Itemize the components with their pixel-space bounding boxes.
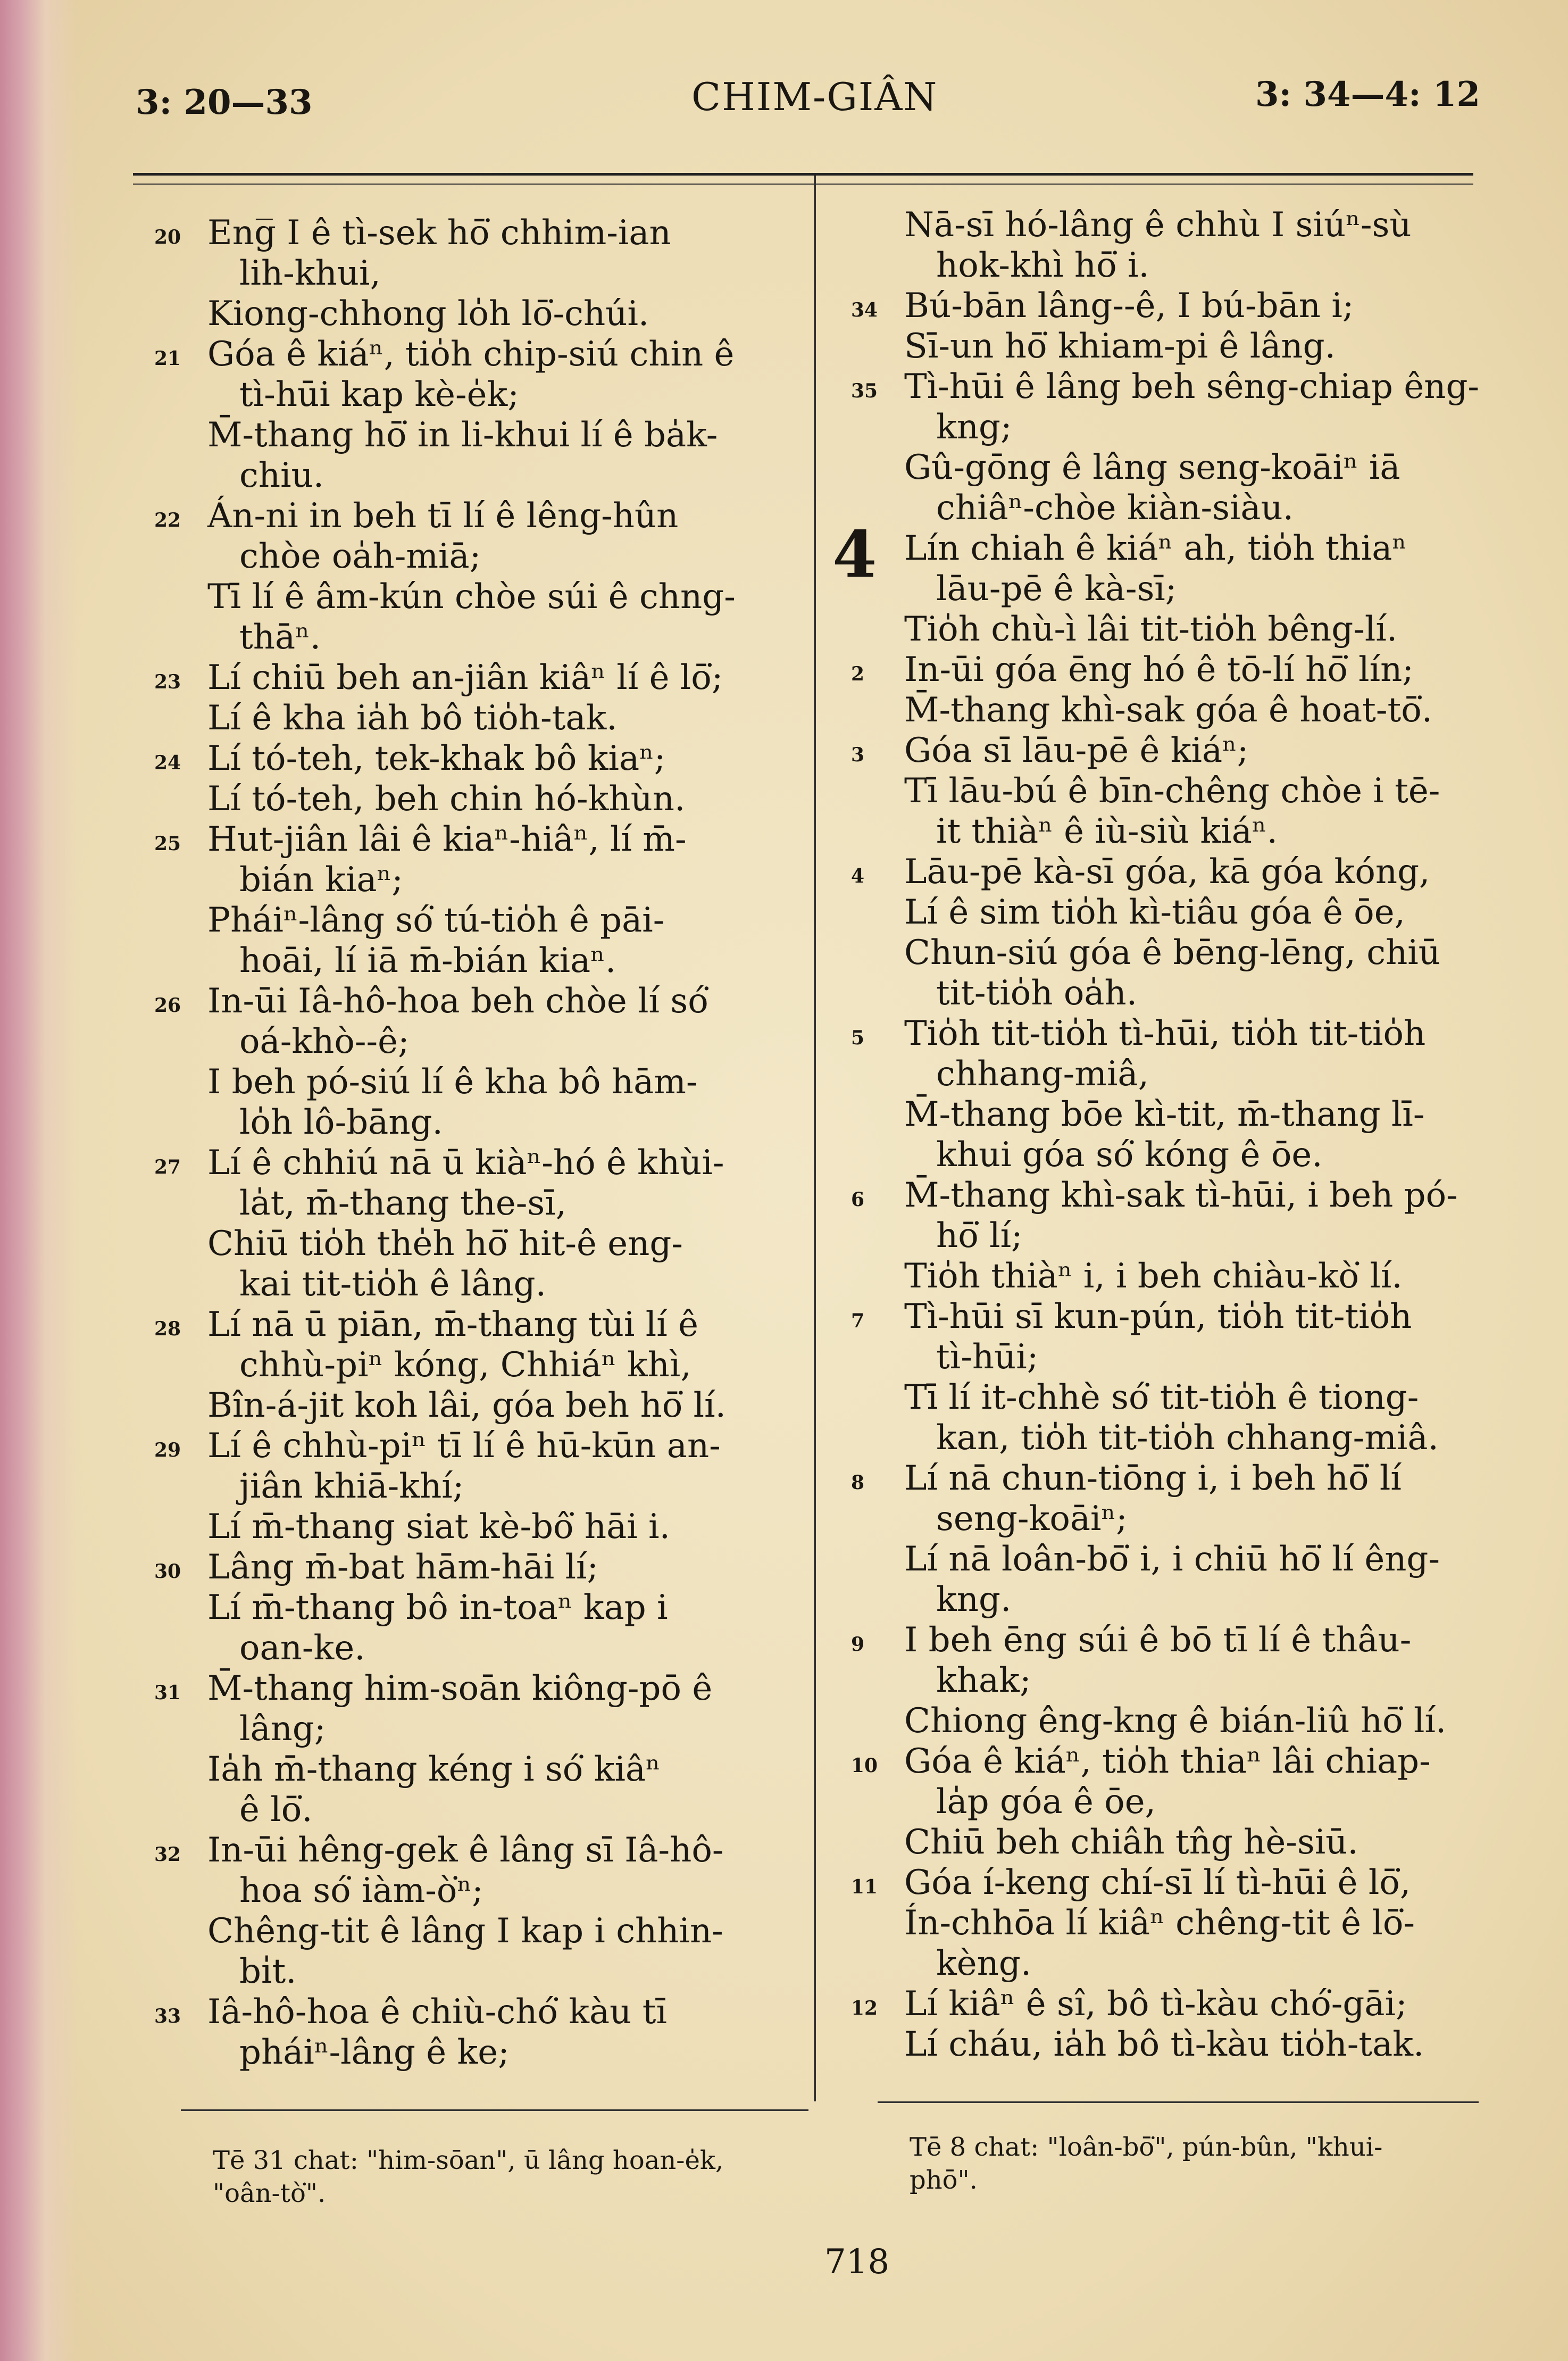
verse-text-continuation: pháiⁿ-lâng ê ke; bbox=[239, 2033, 510, 2072]
footnote-left-line2: "oân-tò͘". bbox=[213, 2179, 326, 2208]
verse-line bbox=[144, 415, 803, 496]
verse-text: M̄-thang bōe kì-tit, m̄-thang lī- bbox=[904, 1095, 1425, 1134]
verse-text: Góa ê kiáⁿ, tio̍h thiaⁿ lâi chiap- bbox=[904, 1742, 1431, 1781]
verse-line bbox=[144, 1385, 803, 1426]
verse-text: M̄-thang hō͘ in li-khui lí ê ba̍k- bbox=[207, 415, 718, 455]
verse-number: 12 bbox=[851, 1997, 878, 2019]
verse-text: Lâng m̄-bat hām-hāi lí; bbox=[207, 1548, 599, 1587]
verse-text: Tì-hūi ê lâng beh sêng-chiap êng- bbox=[904, 367, 1480, 406]
verse-text: Tī lí it-chhè só͘ tit-tio̍h ê tiong- bbox=[904, 1378, 1419, 1417]
running-header bbox=[0, 64, 1568, 128]
verse-line bbox=[144, 1426, 803, 1507]
verse-text: Kiong-chhong lo̍h lō͘-chúi. bbox=[207, 294, 649, 334]
verse-number: 20 bbox=[154, 226, 181, 248]
verse-line bbox=[144, 658, 803, 698]
column-divider bbox=[814, 176, 816, 2101]
verse-line bbox=[144, 1547, 803, 1587]
verse-line bbox=[144, 981, 803, 1062]
verse-text: Góa sī lāu-pē ê kiáⁿ; bbox=[904, 731, 1249, 770]
verse-text: Lí m̄-thang siat kè-bô͘ hāi i. bbox=[207, 1507, 670, 1547]
verse-text-continuation: oan-ke. bbox=[239, 1628, 365, 1668]
verse-line bbox=[144, 1587, 803, 1668]
verse-text: Lí ê chhù-piⁿ tī lí ê hū-kūn an- bbox=[207, 1426, 721, 1466]
verse-line bbox=[144, 213, 803, 294]
verse-text-continuation: chiu. bbox=[239, 456, 324, 495]
verse-text-continuation: kai tit-tio̍h ê lâng. bbox=[239, 1265, 546, 1304]
verse-number: 3 bbox=[851, 744, 865, 766]
verse-text-continuation: chiâⁿ-chòe kiàn-siàu. bbox=[936, 488, 1294, 528]
verse-line bbox=[840, 650, 1489, 690]
verse-text: Chun-siú góa ê bēng-lēng, chiū bbox=[904, 933, 1440, 972]
verse-number: 9 bbox=[851, 1633, 865, 1656]
verse-number: 25 bbox=[154, 833, 181, 855]
verse-line bbox=[840, 1620, 1489, 1701]
verse-text: Gû-gōng ê lâng seng-koāiⁿ iā bbox=[904, 448, 1400, 487]
verse-text-continuation: tit-tio̍h oa̍h. bbox=[936, 974, 1138, 1013]
verse-line bbox=[840, 1094, 1489, 1175]
verse-line bbox=[144, 1224, 803, 1304]
verse-text: I beh ēng súi ê bō tī lí ê thâu- bbox=[904, 1620, 1412, 1660]
verse-line bbox=[840, 892, 1489, 933]
verse-number: 30 bbox=[154, 1560, 181, 1583]
verse-number: 32 bbox=[154, 1843, 181, 1866]
verse-text-continuation: lāu-pē ê kà-sī; bbox=[936, 569, 1177, 609]
verse-text-continuation: la̍p góa ê ōe, bbox=[936, 1782, 1156, 1822]
verse-line bbox=[144, 1749, 803, 1830]
left-text-column bbox=[144, 213, 803, 2073]
verse-number: 8 bbox=[851, 1472, 865, 1494]
verse-text-continuation: khak; bbox=[936, 1661, 1031, 1700]
verse-text: In-ūi Iâ-hô-hoa beh chòe lí só͘ bbox=[207, 982, 708, 1021]
verse-text: Góa ê kiáⁿ, tio̍h chip-siú chin ê bbox=[207, 335, 735, 374]
verse-number: 31 bbox=[154, 1682, 181, 1704]
verse-text-continuation: bián kiaⁿ; bbox=[239, 860, 403, 900]
verse-line bbox=[144, 779, 803, 819]
verse-number: 27 bbox=[154, 1156, 181, 1178]
verse-line bbox=[840, 447, 1489, 528]
verse-line bbox=[840, 1984, 1489, 2024]
verse-text: Iâ-hô-hoa ê chiù-chó͘ kàu tī bbox=[207, 1992, 667, 2032]
verse-text: Lí tó-teh, tek-khak bô kiaⁿ; bbox=[207, 739, 666, 778]
verse-text-continuation: seng-koāiⁿ; bbox=[936, 1499, 1128, 1539]
verse-text-continuation: kan, tio̍h tit-tio̍h chhang-miâ. bbox=[936, 1418, 1439, 1458]
verse-number: 6 bbox=[851, 1188, 865, 1211]
verse-number: 35 bbox=[851, 380, 878, 402]
verse-number: 5 bbox=[851, 1027, 865, 1049]
verse-text: Lí nā loân-bō͘ i, i chiū hō͘ lí êng- bbox=[904, 1540, 1440, 1579]
verse-line bbox=[840, 852, 1489, 892]
verse-line bbox=[840, 771, 1489, 852]
verse-text: In-ūi góa ēng hó ê tō-lí hō͘ lín; bbox=[904, 650, 1414, 689]
verse-text-continuation: chhang-miâ, bbox=[936, 1054, 1149, 1094]
verse-text: Lí chiū beh an-jiân kiâⁿ lí ê lō͘; bbox=[207, 658, 723, 697]
verse-number: 26 bbox=[154, 994, 181, 1017]
verse-text: Lí ê kha ia̍h bô tio̍h-tak. bbox=[207, 699, 618, 738]
verse-line bbox=[840, 205, 1489, 286]
verse-text: Chiong êng-kng ê bián-liû hō͘ lí. bbox=[904, 1701, 1447, 1741]
chapter-number: 4 bbox=[832, 517, 877, 592]
verse-text: Chiū tio̍h the̍h hō͘ hit-ê eng- bbox=[207, 1224, 683, 1263]
verse-text: Tī lāu-bú ê bīn-chêng chòe i tē- bbox=[904, 771, 1440, 811]
footnote-rule-right bbox=[878, 2101, 1479, 2103]
verse-text-continuation: oá-khò--ê; bbox=[239, 1022, 410, 1061]
verse-text: Lí ê chhiú nā ū kiàⁿ-hó ê khùi- bbox=[207, 1143, 724, 1183]
footnote-left-line1: Tē 31 chat: "him-sōan", ū lâng hoan-e̍k, bbox=[213, 2146, 724, 2175]
verse-text: Lí m̄-thang bô in-toaⁿ kap i bbox=[207, 1588, 668, 1627]
verse-text: Chiū beh chiâh tn̂g hè-siū. bbox=[904, 1823, 1358, 1862]
verse-line bbox=[144, 496, 803, 577]
verse-text: Tio̍h thiàⁿ i, i beh chiàu-kò͘ lí. bbox=[904, 1257, 1403, 1296]
verse-line bbox=[144, 900, 803, 981]
footnote-right-line2: phō". bbox=[910, 2165, 978, 2195]
verse-line bbox=[144, 698, 803, 738]
verse-text: M̄-thang khì-sak góa ê hoat-tō͘. bbox=[904, 691, 1433, 730]
verse-text: Lí kiâⁿ ê sî, bô tì-kàu chó͘-gāi; bbox=[904, 1984, 1407, 2024]
verse-text-continuation: tì-hūi; bbox=[936, 1337, 1039, 1377]
verse-text: Chêng-tit ê lâng I kap i chhin- bbox=[207, 1911, 723, 1951]
verse-text: Nā-sī hó-lâng ê chhù I siúⁿ-sù bbox=[904, 205, 1412, 245]
verse-line bbox=[840, 1377, 1489, 1458]
verse-text-continuation: thāⁿ. bbox=[239, 618, 321, 657]
verse-number: 2 bbox=[851, 663, 865, 685]
verse-line bbox=[832, 517, 1489, 609]
verse-number: 33 bbox=[154, 2005, 181, 2027]
verse-line bbox=[840, 1296, 1489, 1377]
verse-text-continuation: hoāi, lí iā m̄-bián kiaⁿ. bbox=[239, 941, 616, 980]
verse-text-continuation: hok-khì hō͘ i. bbox=[936, 246, 1149, 285]
right-text-column bbox=[832, 205, 1489, 2065]
verse-text: Eng̅ I ê tì-sek hō͘ chhim-ian bbox=[207, 213, 671, 253]
verse-line bbox=[840, 326, 1489, 367]
verse-text: Tio̍h chù-ì lâi tit-tio̍h bêng-lí. bbox=[904, 610, 1398, 649]
verse-text: Lí cháu, ia̍h bô tì-kàu tio̍h-tak. bbox=[904, 2025, 1424, 2064]
footnote-left bbox=[213, 2144, 723, 2210]
verse-line bbox=[144, 1992, 803, 2073]
verse-line bbox=[840, 1863, 1489, 1903]
verse-text: Bîn-á-jit koh lâi, góa beh hō͘ lí. bbox=[207, 1386, 726, 1425]
verse-text: Pháiⁿ-lâng só͘ tú-tio̍h ê pāi- bbox=[207, 901, 665, 940]
verse-line bbox=[840, 2024, 1489, 2065]
verse-text: Lí ê sim tio̍h kì-tiâu góa ê ōe, bbox=[904, 893, 1405, 932]
verse-text: Hut-jiân lâi ê kiaⁿ-hiâⁿ, lí m̄- bbox=[207, 820, 687, 859]
header-left-reference: 3: 20—33 bbox=[136, 82, 313, 122]
verse-number: 29 bbox=[154, 1439, 181, 1461]
verse-number: 7 bbox=[851, 1310, 865, 1332]
verse-line bbox=[144, 819, 803, 900]
verse-text-continuation: kèng. bbox=[936, 1944, 1032, 1983]
verse-number: 28 bbox=[154, 1318, 181, 1340]
verse-line bbox=[840, 1013, 1489, 1094]
verse-text: Lí tó-teh, beh chin hó-khùn. bbox=[207, 779, 686, 819]
verse-number: 21 bbox=[154, 347, 181, 370]
verse-number: 24 bbox=[154, 752, 181, 774]
verse-line bbox=[144, 1911, 803, 1992]
verse-number: 22 bbox=[154, 509, 181, 531]
verse-line bbox=[840, 1741, 1489, 1822]
verse-text: Tì-hūi sī kun-pún, tio̍h tit-tio̍h bbox=[904, 1297, 1412, 1336]
verse-text: Tī lí ê âm-kún chòe súi ê chng- bbox=[207, 577, 736, 617]
verse-line bbox=[144, 738, 803, 779]
verse-number: 34 bbox=[851, 299, 878, 321]
header-book-title: CHIM-GIÂN bbox=[691, 74, 938, 119]
verse-line bbox=[840, 1458, 1489, 1539]
header-right-reference: 3: 34—4: 12 bbox=[1255, 74, 1480, 114]
verse-text-continuation: lâng; bbox=[239, 1709, 326, 1749]
verse-line bbox=[144, 1830, 803, 1911]
verse-text-continuation: chòe oa̍h-miā; bbox=[239, 537, 481, 576]
verse-line bbox=[840, 933, 1489, 1013]
header-rule-thin bbox=[133, 184, 1473, 185]
verse-text: In-ūi hêng-gek ê lâng sī Iâ-hô- bbox=[207, 1831, 724, 1870]
verse-line bbox=[144, 1668, 803, 1749]
verse-line bbox=[144, 1304, 803, 1385]
verse-text: Ín-chhōa lí kiâⁿ chêng-tit ê lō͘- bbox=[904, 1903, 1415, 1943]
verse-text: Ia̍h m̄-thang kéng i só͘ kiâⁿ bbox=[207, 1750, 661, 1789]
verse-line bbox=[840, 286, 1489, 326]
footnote-right-line1: Tē 8 chat: "loân-bō͘", pún-bûn, "khui- bbox=[910, 2132, 1383, 2162]
verse-text-continuation: kng. bbox=[936, 1580, 1012, 1619]
verse-text: Tio̍h tit-tio̍h tì-hūi, tio̍h tit-tio̍h bbox=[904, 1014, 1426, 1053]
verse-line bbox=[840, 367, 1489, 447]
verse-line bbox=[840, 609, 1489, 650]
verse-text-continuation: it thiàⁿ ê iù-siù kiáⁿ. bbox=[936, 812, 1278, 851]
verse-text-continuation: ê lō͘. bbox=[239, 1790, 313, 1830]
verse-text-continuation: khui góa só͘ kóng ê ōe. bbox=[936, 1135, 1323, 1175]
verse-text: I beh pó-siú lí ê kha bô hām- bbox=[207, 1062, 698, 1102]
verse-text: Lāu-pē kà-sī góa, kā góa kóng, bbox=[904, 852, 1430, 892]
verse-line bbox=[144, 294, 803, 334]
verse-text-continuation: hō͘ lí; bbox=[936, 1216, 1023, 1256]
verse-text-continuation: kng; bbox=[936, 408, 1012, 447]
verse-line bbox=[840, 1701, 1489, 1741]
verse-line bbox=[840, 690, 1489, 730]
footnote-rule-left bbox=[181, 2109, 808, 2111]
verse-text: M̄-thang him-soān kiông-pō ê bbox=[207, 1669, 713, 1708]
verse-text: Bú-bān lâng--ê, I bú-bān i; bbox=[904, 286, 1354, 326]
verse-text: Lí nā chun-tiōng i, i beh hō͘ lí bbox=[904, 1459, 1402, 1498]
verse-line bbox=[144, 1062, 803, 1143]
header-rule bbox=[133, 173, 1473, 176]
verse-text: Án-ni in beh tī lí ê lêng-hûn bbox=[207, 496, 679, 536]
verse-line bbox=[144, 577, 803, 658]
verse-text: Sī-un hō͘ khiam-pi ê lâng. bbox=[904, 327, 1336, 366]
verse-line bbox=[840, 1539, 1489, 1620]
verse-line bbox=[840, 1175, 1489, 1256]
verse-text-continuation: lo̍h lô-bāng. bbox=[239, 1103, 443, 1142]
verse-text-continuation: tì-hūi kap kè-e̍k; bbox=[239, 375, 519, 414]
verse-line bbox=[144, 1143, 803, 1224]
verse-line bbox=[144, 1507, 803, 1547]
verse-number: 10 bbox=[851, 1755, 878, 1777]
verse-text-continuation: chhù-piⁿ kóng, Chhiáⁿ khì, bbox=[239, 1345, 691, 1385]
verse-text-continuation: lih-khui, bbox=[239, 254, 381, 293]
verse-text: Lí nā ū piān, m̄-thang tùi lí ê bbox=[207, 1305, 698, 1344]
verse-text: Góa í-keng chí-sī lí tì-hūi ê lō͘, bbox=[904, 1863, 1411, 1902]
verse-text-continuation: bi̍t. bbox=[239, 1952, 297, 1991]
verse-number: 23 bbox=[154, 671, 181, 693]
verse-text-continuation: hoa só͘ iàm-ò͘ⁿ; bbox=[239, 1871, 483, 1910]
verse-line bbox=[840, 1903, 1489, 1984]
verse-text: Lín chiah ê kiáⁿ ah, tio̍h thiaⁿ bbox=[904, 529, 1407, 568]
verse-line bbox=[840, 730, 1489, 771]
verse-line bbox=[144, 334, 803, 415]
verse-line bbox=[840, 1256, 1489, 1296]
footnote-right bbox=[910, 2131, 1382, 2197]
verse-text-continuation: jiân khiā-khí; bbox=[239, 1467, 464, 1506]
verse-text-continuation: la̍t, m̄-thang the-sī, bbox=[239, 1184, 567, 1223]
page-number: 718 bbox=[824, 2242, 890, 2282]
verse-text: M̄-thang khì-sak tì-hūi, i beh pó- bbox=[904, 1176, 1458, 1215]
verse-line bbox=[840, 1822, 1489, 1863]
verse-number: 4 bbox=[851, 865, 865, 887]
verse-number: 11 bbox=[851, 1876, 878, 1898]
